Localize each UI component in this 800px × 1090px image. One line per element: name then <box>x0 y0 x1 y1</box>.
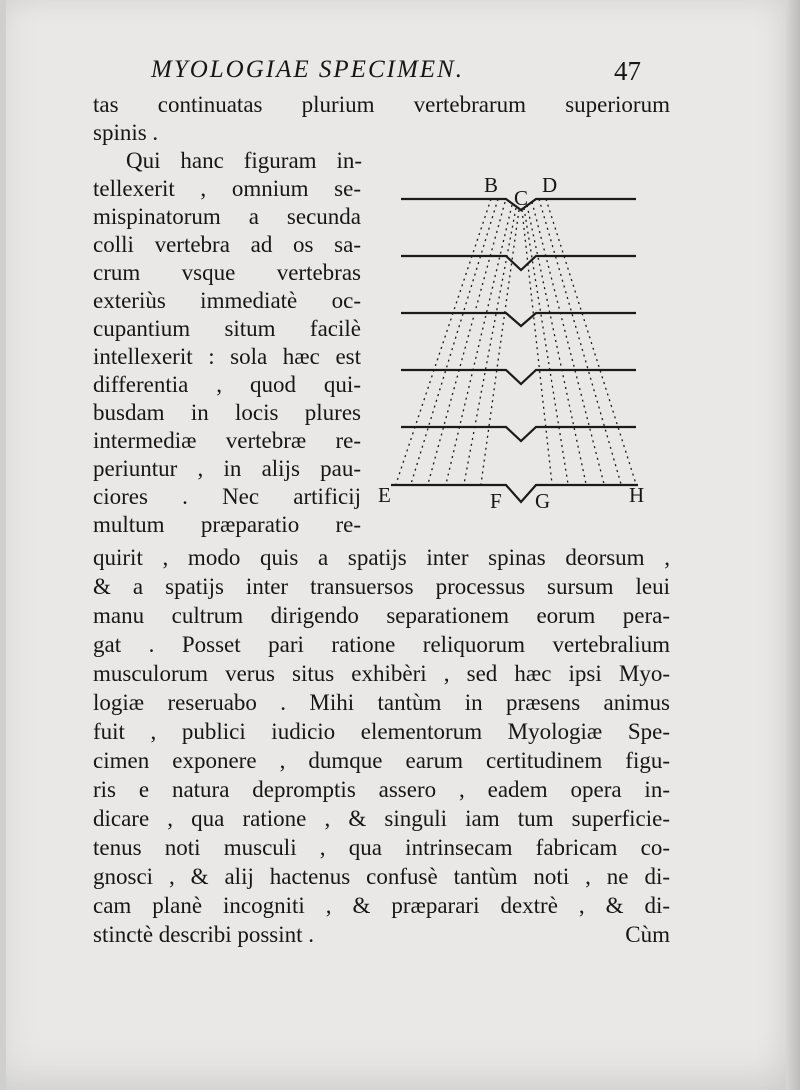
figure-label-d: D <box>542 173 558 197</box>
vertebra-line <box>401 256 636 270</box>
fibre-line <box>428 202 505 484</box>
text-line: gnosci , & alij hactenus confusè tantùm noti , ne di- <box>93 864 670 889</box>
text-line: differentia , quod qui- <box>93 372 361 397</box>
text-line: tenus noti musculi , qua intrinsecam fabricam co- <box>93 835 670 860</box>
vertebra-line-base <box>391 485 638 502</box>
text-line: stinctè describi possint . <box>93 922 315 947</box>
running-title: MYOLOGIAE SPECIMEN. <box>151 56 464 83</box>
fibre-line <box>446 205 512 484</box>
text-line: crum vsque vertebras <box>93 260 361 285</box>
text-line: exteriùs immediatè oc- <box>93 288 361 313</box>
text-line: busdam in locis plures <box>93 400 361 425</box>
vertebra-line <box>401 427 636 441</box>
fibre-line <box>522 210 552 484</box>
fibre-line <box>532 202 604 484</box>
figure-label-c: C <box>514 186 529 210</box>
page-header <box>151 56 641 92</box>
book-page <box>6 0 800 1090</box>
text-line: ris e natura depromptis assero , eadem opera in- <box>93 777 670 802</box>
text-line: quirit , modo quis a spatijs inter spinas deorsum , <box>93 545 670 570</box>
figure-label-b: B <box>484 173 499 197</box>
fibre-line <box>464 208 516 484</box>
text-line: multum præparatio re- <box>93 512 361 537</box>
text-line: gat . Posset pari ratione reliquorum vertebralium <box>93 632 670 657</box>
text-line: tellexerit , omnium se- <box>93 176 361 201</box>
fibre-line <box>524 208 568 484</box>
text-line: logiæ reseruabo . Mihi tantùm in præsens animus <box>93 690 670 715</box>
fibre-line <box>396 199 491 484</box>
text-line: dicare , qua ratione , & singuli iam tum superficie- <box>93 806 670 831</box>
fibre-line <box>411 199 498 484</box>
figure-drawing <box>366 172 666 517</box>
text-line: fuit , publici iudicio elementorum Myologiæ Spe- <box>93 719 670 744</box>
text-line: musculorum verus situs exhibèri , sed hæc ipsi Myo- <box>93 661 670 686</box>
text-line: intermediæ vertebræ re- <box>93 428 361 453</box>
fibre-line <box>527 205 586 484</box>
fibre-line <box>539 199 621 484</box>
text-line: ciores . Nec artificij <box>93 484 361 509</box>
page-number: 47 <box>614 56 641 86</box>
text-line: mispinatorum a secunda <box>93 204 361 229</box>
text-line: periuntur , in alijs pau- <box>93 456 361 481</box>
vertebra-line <box>401 313 636 326</box>
figure-label-g: G <box>535 489 551 513</box>
last-line <box>93 920 670 950</box>
catchword: Cùm <box>625 922 670 947</box>
page-gutter-shadow <box>786 0 800 1090</box>
text-line: cimen exponere , dumque earum certitudinem figu- <box>93 748 670 773</box>
text-line: manu cultrum dirigendo separationem eorum pera- <box>93 603 670 628</box>
text-line: intellexerit : sola hæc est <box>93 344 361 369</box>
text-line: cupantium situm facilè <box>93 316 361 341</box>
text-line: & a spatijs inter transuersos processus sursum leui <box>93 574 670 599</box>
text-line: colli vertebra ad os sa- <box>93 232 361 257</box>
figure-label-f: F <box>490 489 502 513</box>
fibre-line <box>481 210 519 484</box>
text-line: cam planè incogniti , & præparari dextrè , & di- <box>93 893 670 918</box>
text-line: spinis . <box>93 120 159 145</box>
text-line: tas continuatas plurium vertebrarum superiorum <box>93 92 670 117</box>
figure-label-e: E <box>378 483 391 507</box>
fibre-line <box>546 199 636 484</box>
vertebrae-figure <box>366 172 666 517</box>
text-line: Qui hanc figuram in- <box>126 148 362 173</box>
figure-label-h: H <box>629 483 645 507</box>
